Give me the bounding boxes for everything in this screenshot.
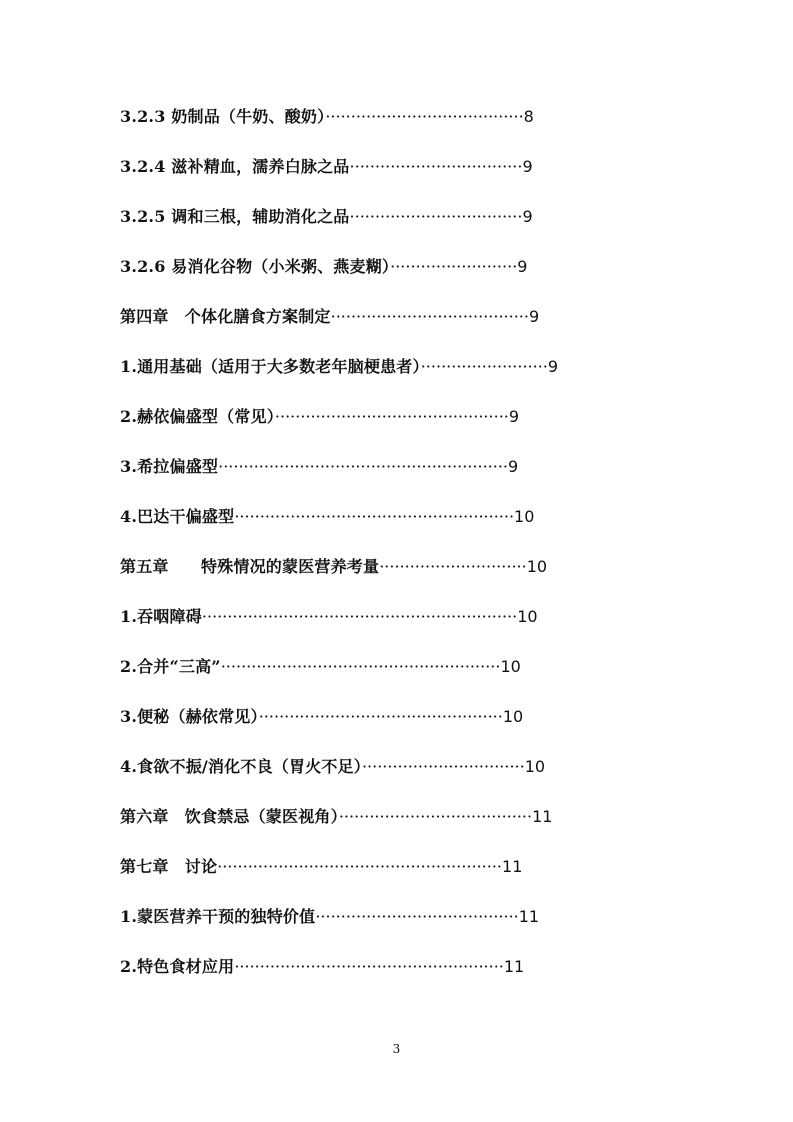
toc-entry-title: 第五章 特殊情况的蒙医营养考量 — [120, 557, 380, 576]
toc-leader-dots: ····························· — [379, 557, 527, 576]
toc-page-ref: 10 — [524, 757, 546, 776]
toc-entry-title: 1.通用基础（适用于大多数老年脑梗患者） — [120, 357, 421, 376]
toc-entry[interactable] — [120, 104, 534, 130]
toc-page-ref: 9 — [508, 457, 519, 476]
toc-leader-dots: ······································ — [338, 807, 533, 826]
toc-page-ref: 10 — [500, 657, 521, 676]
toc-leader-dots: ························································· — [218, 457, 509, 476]
toc-leader-dots: ················································ — [258, 707, 503, 726]
toc-leader-dots: ·································· — [349, 207, 523, 226]
toc-leader-dots: ························································ — [217, 857, 503, 876]
toc-entry-title: 3.希拉偏盛型 — [120, 457, 219, 476]
toc-page-ref: 11 — [532, 807, 553, 826]
toc-entry[interactable] — [120, 654, 521, 680]
toc-page-ref: 9 — [522, 157, 533, 176]
toc-leader-dots: ······························································ — [201, 607, 518, 626]
toc-leader-dots: ························· — [390, 257, 518, 276]
toc-leader-dots: ······································· — [325, 107, 524, 126]
toc-entry[interactable] — [120, 554, 547, 580]
toc-leader-dots: ······················································· — [220, 657, 501, 676]
toc-entry[interactable] — [120, 954, 524, 980]
toc-entry[interactable] — [120, 904, 539, 930]
toc-entry[interactable] — [120, 404, 519, 430]
toc-page-ref: 10 — [514, 507, 535, 526]
toc-entry[interactable] — [120, 254, 527, 280]
toc-entry[interactable] — [120, 704, 523, 730]
toc-entry[interactable] — [120, 804, 552, 830]
toc-entry-title: 3.2.6 易消化谷物（小米粥、燕麦糊） — [120, 257, 391, 276]
toc-entry-title: 2.合并“三高” — [120, 657, 221, 676]
toc-entry[interactable] — [120, 154, 533, 180]
toc-entry[interactable] — [120, 354, 558, 380]
toc-entry-title: 1.蒙医营养干预的独特价值 — [120, 907, 316, 926]
toc-leader-dots: ·············································· — [274, 407, 509, 426]
toc-page-ref: 9 — [508, 407, 520, 426]
toc-entry-title: 第六章 饮食禁忌（蒙医视角） — [120, 807, 339, 826]
toc-entry-title: 1.吞咽障碍 — [120, 607, 202, 626]
toc-leader-dots: ································ — [361, 757, 525, 776]
toc-entry[interactable] — [120, 504, 534, 530]
toc-entry-title: 4.食欲不振/消化不良（胃火不足） — [120, 757, 362, 776]
toc-page-ref: 10 — [526, 557, 548, 576]
toc-page-ref: 10 — [517, 607, 538, 626]
toc-page-ref: 11 — [518, 907, 540, 926]
toc-entry-title: 3.便秘（赫依常见） — [120, 707, 259, 726]
toc-entry-title: 2.特色食材应用 — [120, 957, 235, 976]
toc-entry[interactable] — [120, 304, 539, 330]
toc-entry[interactable] — [120, 854, 522, 880]
toc-leader-dots: ······································· — [330, 307, 529, 326]
toc-entry[interactable] — [120, 604, 538, 630]
toc-entry-title: 3.2.4 滋补精血，濡养白脉之品 — [120, 157, 350, 176]
toc-leader-dots: ·································· — [349, 157, 523, 176]
toc-entry-title: 4.巴达干偏盛型 — [120, 507, 235, 526]
page-number: 3 — [392, 1042, 401, 1056]
toc-page-ref: 8 — [523, 107, 534, 126]
toc-entry-title: 第七章 讨论 — [120, 857, 218, 876]
toc-entry[interactable] — [120, 204, 533, 230]
toc-page-ref: 9 — [528, 307, 540, 326]
toc-entry[interactable] — [120, 754, 545, 780]
toc-leader-dots: ························· — [420, 357, 548, 376]
toc-page-ref: 9 — [517, 257, 528, 276]
toc-page-ref: 11 — [503, 957, 525, 976]
toc-leader-dots: ········································ — [315, 907, 519, 926]
toc-page-ref: 9 — [522, 207, 533, 226]
toc-page-ref: 11 — [502, 857, 523, 876]
toc-leader-dots: ······················································· — [234, 507, 515, 526]
toc-leader-dots: ····················································· — [234, 957, 504, 976]
toc-entry-title: 3.2.3 奶制品（牛奶、酸奶） — [120, 107, 326, 126]
toc-entry-title: 2.赫依偏盛型（常见） — [120, 407, 275, 426]
toc-page-ref: 9 — [547, 357, 559, 376]
toc-entry[interactable] — [120, 454, 518, 480]
toc-entry-title: 3.2.5 调和三根，辅助消化之品 — [120, 207, 350, 226]
toc-entry-title: 第四章 个体化膳食方案制定 — [120, 307, 331, 326]
toc-page-ref: 10 — [502, 707, 524, 726]
